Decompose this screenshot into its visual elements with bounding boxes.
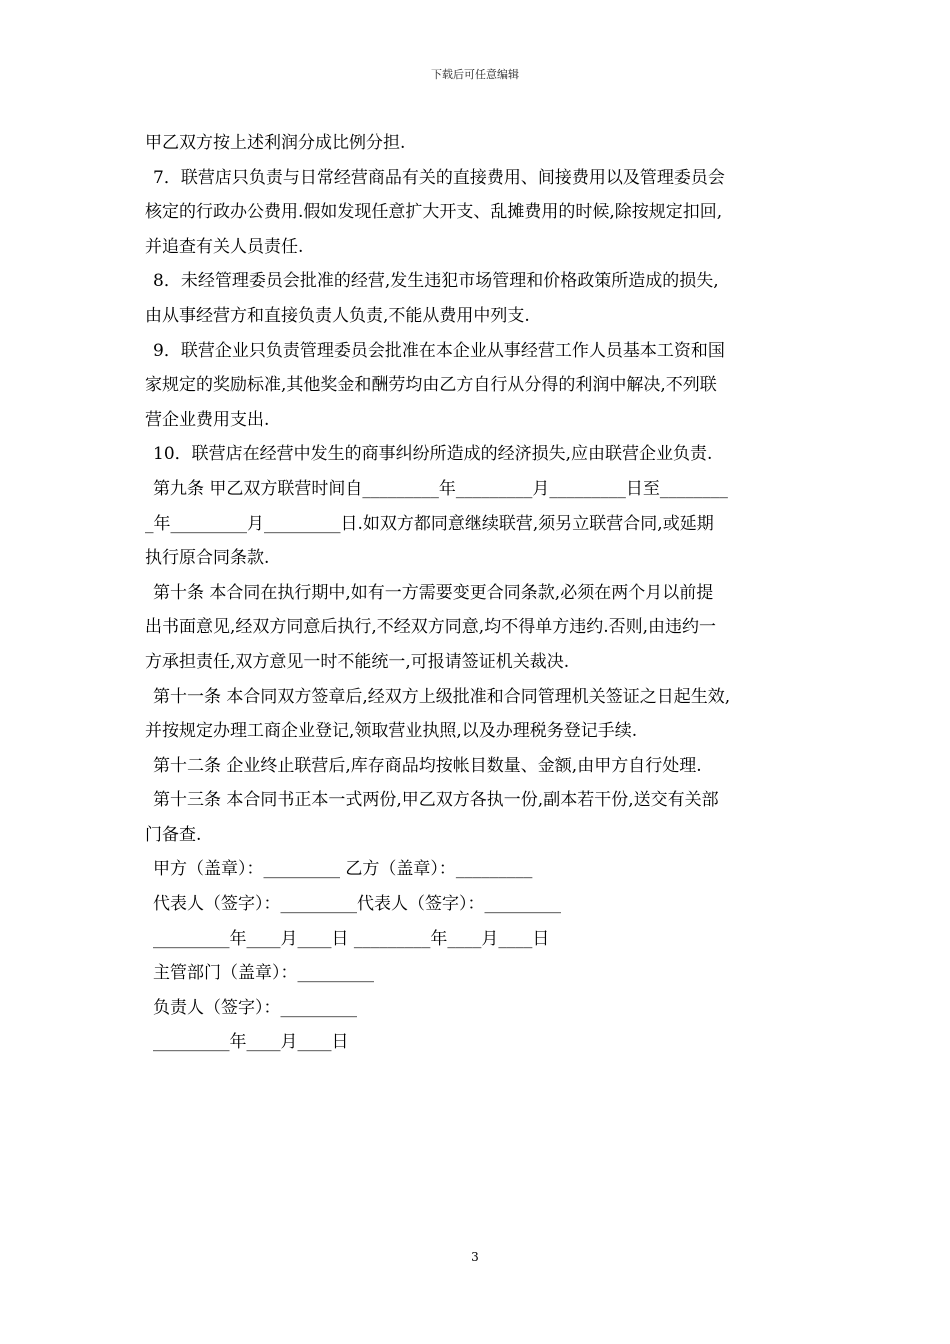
text-line: 第十二条 企业终止联营后,库存商品均按帐目数量、金额,由甲方自行处理. [153, 755, 702, 776]
text-line: 家规定的奖励标准,其他奖金和酬劳均由乙方自行从分得的利润中解决,不列联 [145, 375, 717, 396]
date-line: _________年____月____日 [153, 1032, 349, 1053]
text-line: 8．未经管理委员会批准的经营,发生违犯市场管理和价格政策所造成的损失, [153, 271, 719, 292]
page-number: 3 [471, 1250, 479, 1264]
text-line: 甲乙双方按上述利润分成比例分担. [145, 133, 406, 153]
text-line: 7．联营店只负责与日常经营商品有关的直接费用、间接费用以及管理委员会 [153, 167, 725, 188]
signature-line: 甲方（盖章）：_________ 乙方（盖章）：_________ [153, 859, 533, 880]
text-line: 营企业费用支出. [145, 409, 270, 430]
text-line: 10．联营店在经营中发生的商事纠纷所造成的经济损失,应由联营企业负责. [153, 444, 713, 465]
page-header: 下载后可任意编辑 [431, 68, 519, 81]
date-line: _________年____月____日 _________年____月____日 [153, 928, 550, 949]
text-line: 第九条 甲乙双方联营时间自_________年_________月_________日至________ [153, 478, 728, 499]
signature-line: 代表人（签字）：_________代表人（签字）：_________ [153, 894, 561, 915]
text-line: 核定的行政办公费用.假如发现任意扩大开支、乱摊费用的时候,除按规定扣回, [145, 202, 723, 223]
text-line: 第十一条 本合同双方签章后,经双方上级批准和合同管理机关签证之日起生效, [153, 686, 731, 707]
text-line: 第十三条 本合同书正本一式两份,甲乙双方各执一份,副本若干份,送交有关部 [153, 790, 719, 811]
text-line: 第十条 本合同在执行期中,如有一方需要变更合同条款,必须在两个月以前提 [153, 582, 714, 603]
text-line: 9．联营企业只负责管理委员会批准在本企业从事经营工作人员基本工资和国 [153, 340, 725, 361]
text-line: _年_________月_________日.如双方都同意继续联营,须另立联营合同,或延期 [145, 513, 714, 534]
text-line: 由从事经营方和直接负责人负责,不能从费用中列支. [145, 305, 530, 326]
signature-line: 负责人（签字）：_________ [153, 997, 357, 1018]
signature-line: 主管部门（盖章）：_________ [153, 963, 374, 984]
text-line: 方承担责任,双方意见一时不能统一,可报请签证机关裁决. [145, 651, 570, 672]
text-line: 执行原合同条款. [145, 548, 270, 569]
text-line: 并追查有关人员责任. [145, 236, 304, 257]
text-line: 出书面意见,经双方同意后执行,不经双方同意,均不得单方违约.否则,由违约一 [145, 617, 717, 638]
text-line: 并按规定办理工商企业登记,领取营业执照,以及办理税务登记手续. [145, 721, 638, 742]
document-body [145, 126, 810, 1060]
text-line: 门备查. [145, 824, 202, 845]
